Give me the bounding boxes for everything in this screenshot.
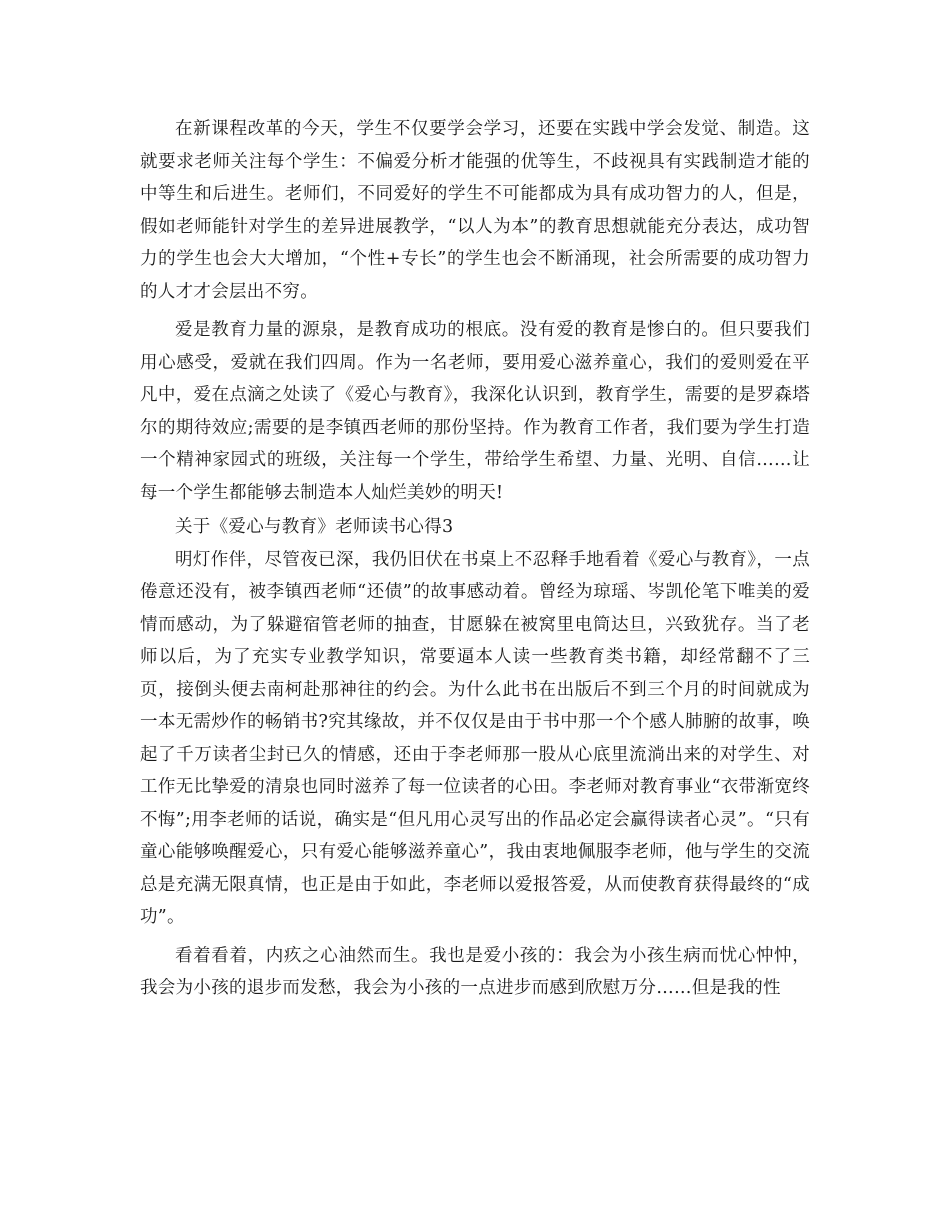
document-body [140, 113, 810, 1011]
paragraph-self-reflection: 看着看着，内疚之心油然而生。我也是爱小孩的：我会为小孩生病而忧心忡忡，我会为小孩的退步而发愁，我会为小孩的一点进步而感到欣慰万分……但是我的性 [140, 945, 810, 998]
paragraph-curriculum-reform: 在新课程改革的今天，学生不仅要学会学习，还要在实践中学会发觉、制造。这就要求老师关注每个学生：不偏爱分析才能强的优等生，不歧视具有实践制造才能的中等生和后进生。老师们，不同爱好的学生不可能都成为具有成功智力的人，但是，假如老师能针对学生的差异进展教学，“以人为本”的教育思想就能充分表达，成功智力的学生也会大大增加，“个性+专长”的学生也会不断涌现，社会所需要的成功智力的人才才会层出不穷。 [140, 119, 810, 302]
section-heading: 关于《爱心与教育》老师读书心得3 [175, 517, 454, 537]
paragraph-reading-reflection: 明灯作伴，尽管夜已深，我仍旧伏在书桌上不忍释手地看着《爱心与教育》，一点倦意还没有，被李镇西老师“还债”的故事感动着。曾经为琼瑶、岑凯伦笔下唯美的爱情而感动，为了躲避宿管老师的抽查，甘愿躲在被窝里电筒达旦，兴致犹存。当了老师以后，为了充实专业教学知识，常要逼本人读一些教育类书籍，却经常翻不了三页，接倒头便去南柯赴那神往的约会。为什么此书在出版后不到三个月的时间就成为一本无需炒作的畅销书?究其缘故，并不仅仅是由于书中那一个个感人肺腑的故事，唤起了千万读者尘封已久的情感，还由于李老师那一股从心底里流淌出来的对学生、对工作无比挚爱的清泉也同时滋养了每一位读者的心田。李老师对教育事业“衣带渐宽终不悔”;用李老师的话说，确实是“但凡用心灵写出的作品必定会赢得读者心灵”。“只有童心能够唤醒爱心，只有爱心能够滋养童心”，我由衷地佩服李老师，他与学生的交流总是充满无限真情，也正是由于如此，李老师以爱报答爱，从而使教育获得最终的“成功”。 [140, 549, 810, 927]
paragraph-love-education: 爱是教育力量的源泉，是教育成功的根底。没有爱的教育是惨白的。但只要我们用心感受，爱就在我们四周。作为一名老师，要用爱心滋养童心，我们的爱则爱在平凡中，爱在点滴之处读了《爱心与教育》，我深化认识到，教育学生，需要的是罗森塔尔的期待效应;需要的是李镇西老师的那份坚持。作为教育工作者，我们要为学生打造一个精神家园式的班级，关注每一个学生，带给学生希望、力量、光明、自信……让每一个学生都能够去制造本人灿烂美妙的明天! [140, 320, 810, 503]
